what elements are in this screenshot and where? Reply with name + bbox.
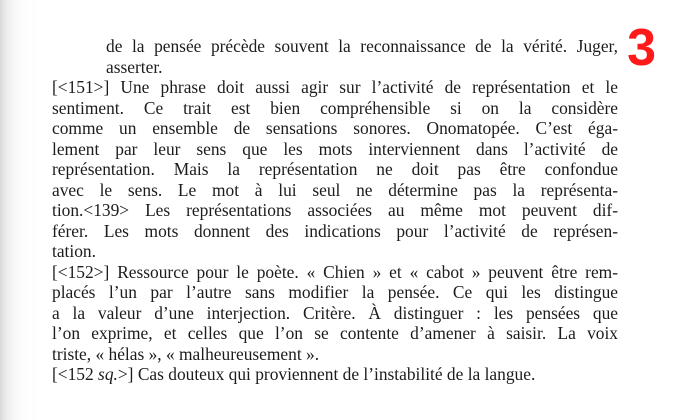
text-line: Ressource pour le poète. « Chien » et « cabot » peuvent être rem- <box>117 261 618 282</box>
paragraph-151 <box>52 77 618 262</box>
text-line: lement par leur sens que les mots interviennent dans l’activité de <box>52 138 618 159</box>
text-line: triste, « hélas », « malheureusement ». <box>52 343 320 364</box>
paragraph-ref <box>52 364 133 384</box>
paragraph-ref: [<151>] <box>52 77 110 97</box>
text-line-with-ref <box>52 364 618 385</box>
text-line: tion.<139> Les représentations associées au même mot peuvent dif- <box>52 200 618 220</box>
paragraph-152-sq <box>52 364 618 385</box>
text-line: comme un ensemble de sensations sonores. Onomatopée. C’est éga- <box>52 118 618 138</box>
text-line: a la valeur d’une interjection. Critère. À distinguer : les pensées que <box>52 302 618 323</box>
text-line: avec le sens. Le mot à lui seul ne détermine pas la représenta- <box>52 179 618 200</box>
paragraph-ref-suffix: >] <box>117 364 134 384</box>
text-line: représentation. Mais la représentation ne doit pas être confondue <box>52 159 618 179</box>
text-line: Une phrase doit aussi agir sur l’activité de représentation et le <box>120 77 618 97</box>
text-line: férer. Les mots donnent des indications pour l’activité de représen- <box>52 220 618 241</box>
text-line: tation. <box>52 241 96 261</box>
paragraph-continuation <box>52 36 618 77</box>
text-line: Cas douteux qui proviennent de l’instabilité de la langue. <box>137 364 536 384</box>
text-line: de la pensée précède souvent la reconnaissance de la vérité. Juger, <box>106 36 618 56</box>
paragraph-ref-em: sq. <box>98 364 118 384</box>
page-number-mark: 3 <box>627 19 656 77</box>
paragraph-ref-prefix: [<152 <box>52 364 99 384</box>
text-line: placés l’un par l’autre sans modifier la pensée. Ce qui les distingue <box>52 282 618 302</box>
text-line-with-ref <box>52 261 618 283</box>
text-line-with-ref <box>52 77 618 98</box>
paragraph-ref: [<152>] <box>52 261 110 282</box>
paragraph-152 <box>52 262 618 365</box>
text-line: asserter. <box>106 56 163 77</box>
text-body <box>52 36 618 385</box>
text-line: sentiment. Ce trait est bien compréhensible si on la considère <box>52 97 618 118</box>
text-line: l’on exprime, et celles que l’on se contente d’amener à saisir. La voix <box>52 323 618 343</box>
